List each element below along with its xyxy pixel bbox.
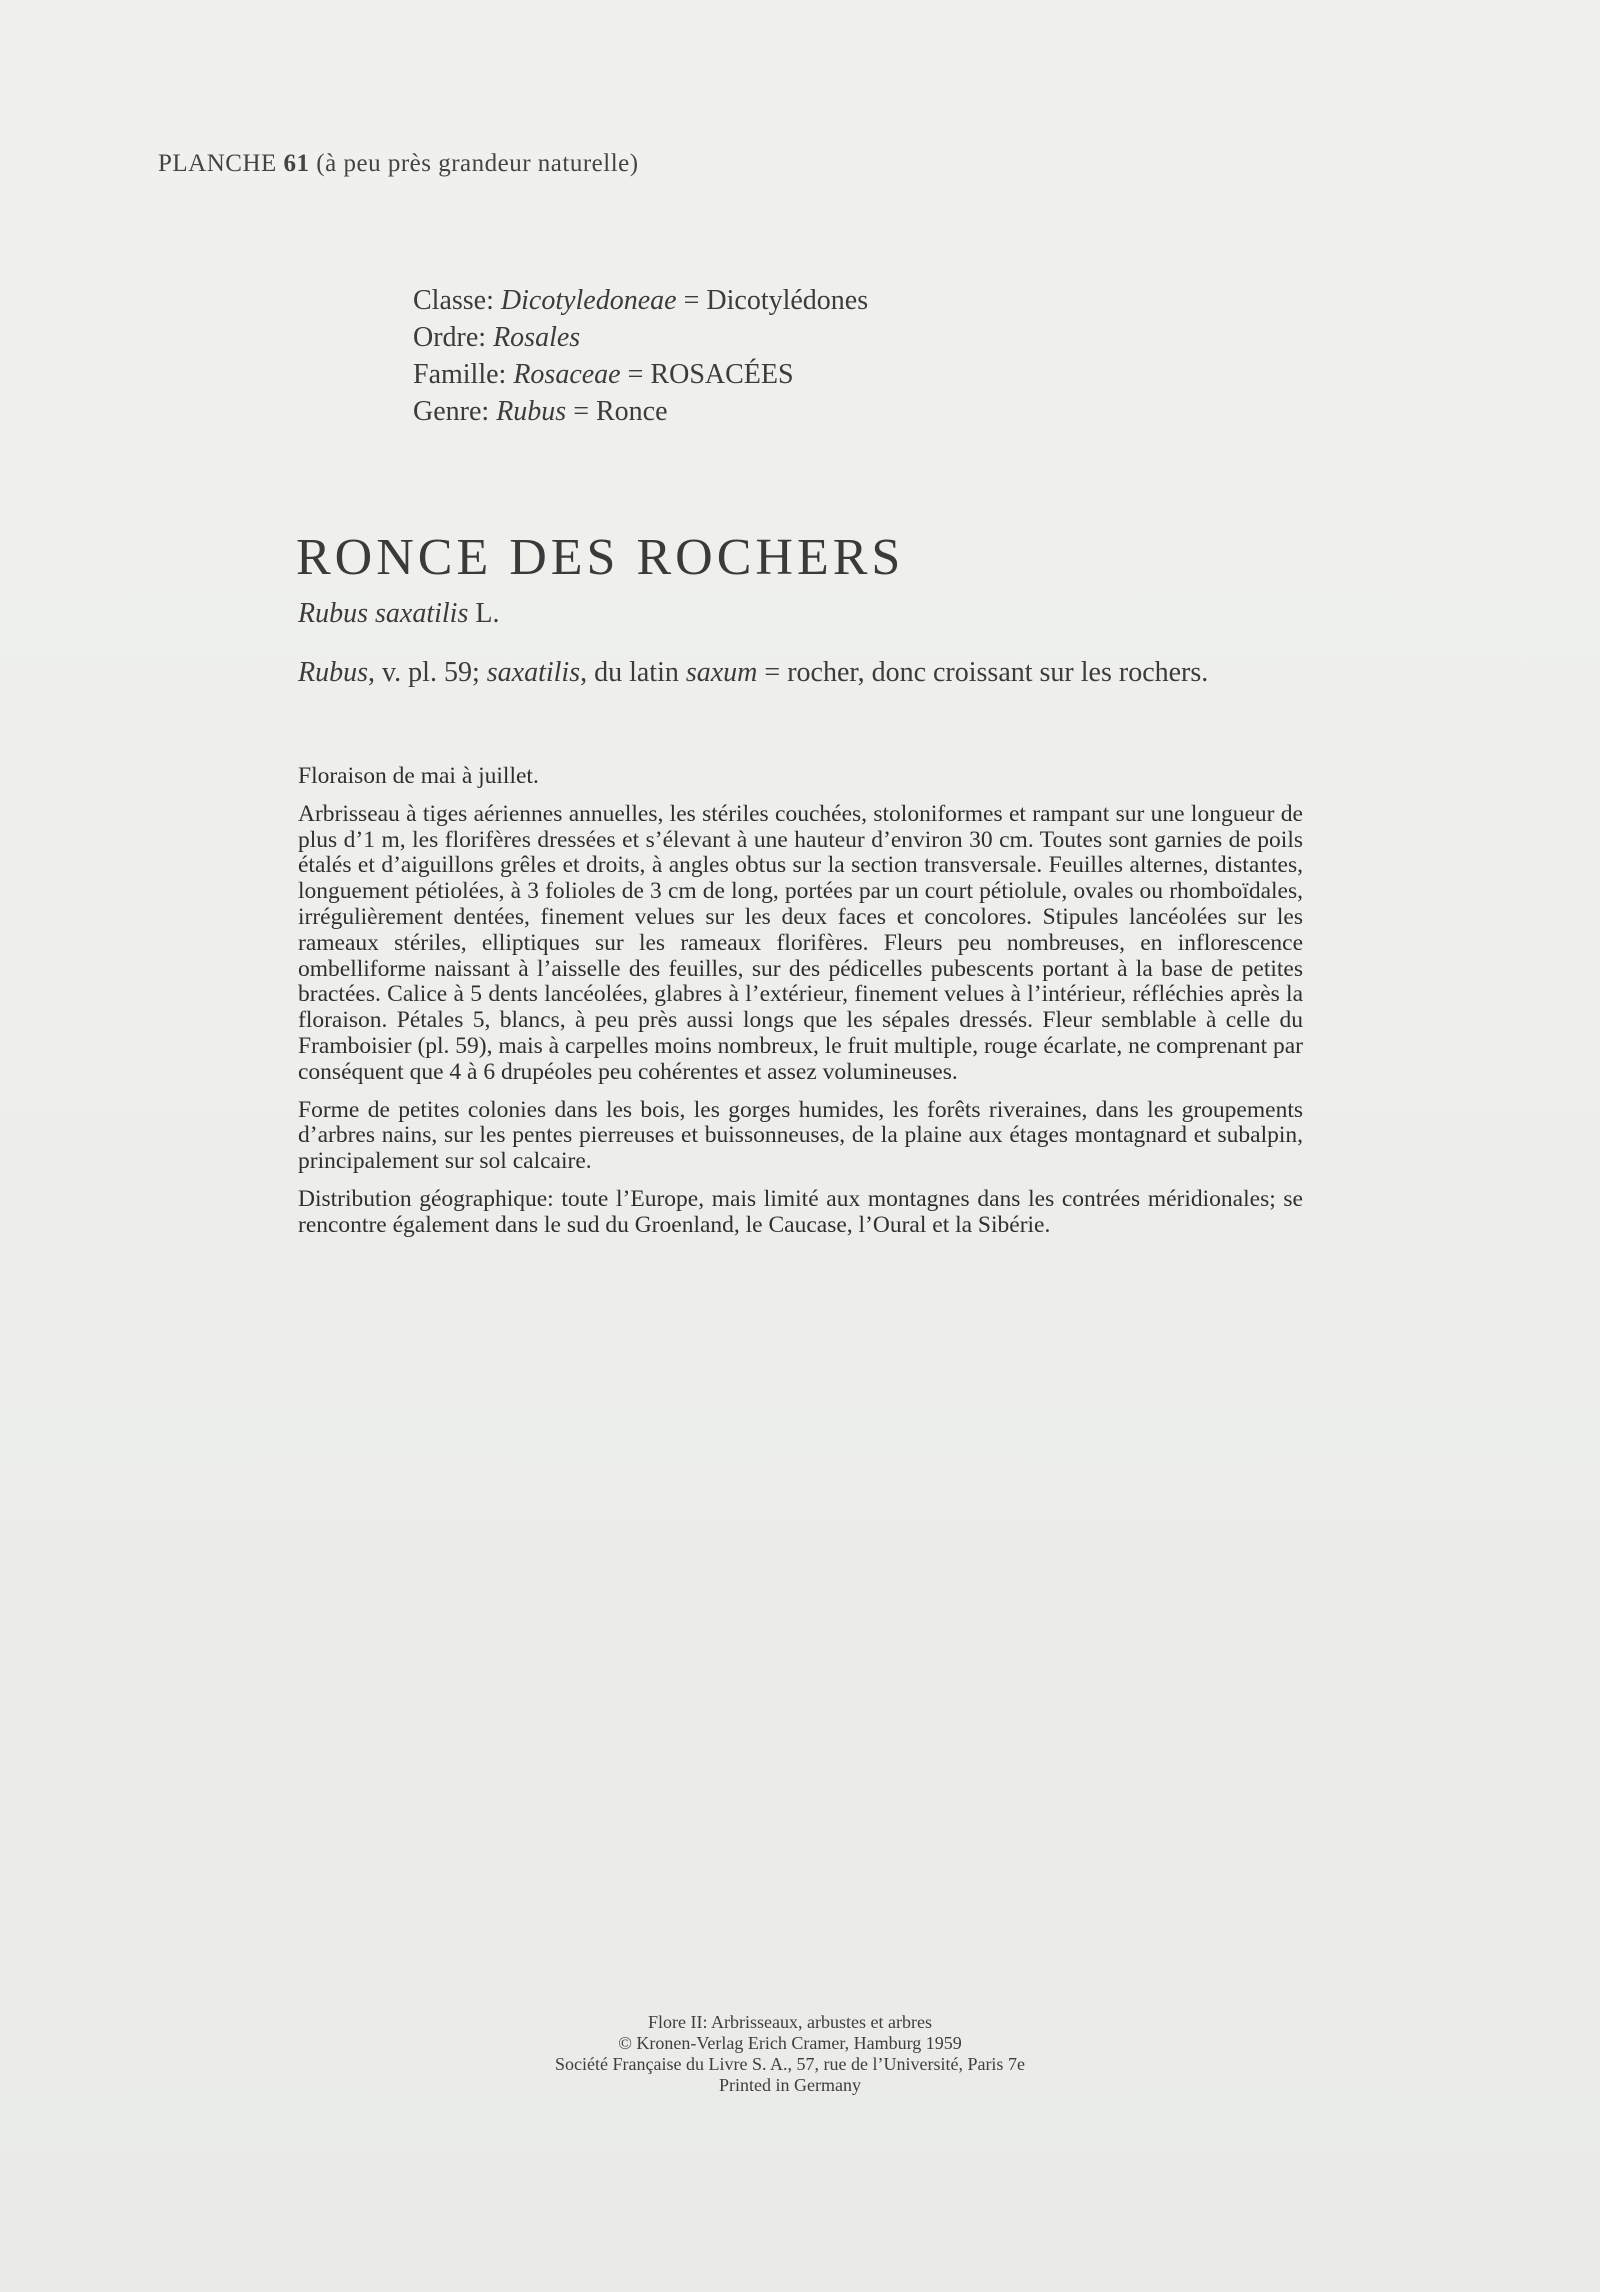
taxonomy-label: Famille:	[413, 359, 507, 390]
taxonomy-row-genus	[413, 393, 868, 430]
colophon-line: © Kronen-Verlag Erich Cramer, Hamburg 1959	[618, 2033, 962, 2053]
taxonomy-latin: Rosales	[493, 322, 581, 353]
etym-middle: , du latin	[580, 657, 686, 688]
etym-genus-ref: , v. pl. 59;	[368, 657, 487, 688]
etym-epithet: saxatilis	[486, 657, 581, 688]
colophon-line: Printed in Germany	[719, 2075, 861, 2095]
latin-binomial: Rubus saxatilis	[298, 598, 469, 629]
habitat-paragraph: Forme de petites colonies dans les bois, les gorges humides, les forêts riveraines, dans les groupements d’arbres nains, sur les pentes pierreuses et buissonneuses, de la plaine aux étages montagnard et subalpin, principalement sur sol calcaire.	[298, 1096, 1303, 1175]
taxonomy-separator: =	[627, 359, 644, 390]
colophon-line: Société Française du Livre S. A., 57, rue de l’Université, Paris 7e	[555, 2054, 1025, 2074]
latin-author: L.	[475, 598, 500, 629]
taxonomy-common: Ronce	[595, 396, 668, 427]
taxonomy-separator: =	[683, 285, 700, 316]
taxonomy-block	[413, 282, 868, 430]
taxonomy-latin: Rubus	[496, 396, 567, 427]
taxonomy-row-family	[413, 356, 868, 393]
distribution-paragraph: Distribution géographique: toute l’Europe, mais limité aux montagnes dans les contrées méridionales; se rencontre également dans le sud du Groenland, le Caucase, l’Oural et la Sibérie.	[298, 1185, 1303, 1238]
taxonomy-label: Genre:	[413, 396, 490, 427]
description-paragraph: Arbrisseau à tiges aériennes annuelles, les stériles couchées, stoloniformes et rampant sur une longueur de plus d’1 m, les florifères dressées et s’élevant à une hauteur d’environ 30 cm. Toutes sont garnies de poils étalés et d’aiguillons grêles et droits, à angles obtus sur la section transversale. Feuilles alternes, distantes, longuement pétiolées, à 3 folioles de 3 cm de long, portées par un court pétiolule, ovales ou rhomboïdales, irrégulièrement dentées, finement velues sur les deux faces et concolores. Stipules lancéolées sur les rameaux stériles, elliptiques sur les rameaux florifères. Fleurs peu nombreuses, en inflorescence ombelliforme naissant à l’aisselle des feuilles, sur des pédicelles pubescents portant à la base de petites bractées. Calice à 5 dents lancéolées, glabres à l’extérieur, finement velues à l’intérieur, réfléchies après la floraison. Pétales 5, blancs, à peu près aussi longs que les sépales dressés. Fleur semblable à celle du Framboisier (pl. 59), mais à carpelles moins nombreux, le fruit multiple, rouge écarlate, ne comprenant par conséquent que 4 à 6 drupéoles peu cohérentes et assez volumineuses.	[298, 800, 1303, 1085]
taxonomy-label: Classe:	[413, 285, 494, 316]
taxonomy-row-order	[413, 319, 868, 356]
taxonomy-latin: Dicotyledoneae	[500, 285, 677, 316]
taxonomy-separator: =	[573, 396, 589, 427]
taxonomy-latin: Rosaceae	[513, 359, 621, 390]
etym-meaning: = rocher, donc croissant sur les rochers.	[757, 657, 1209, 688]
taxonomy-common: ROSACÉES	[650, 359, 794, 390]
plate-header	[158, 150, 639, 178]
description-body	[298, 764, 1303, 1251]
etym-genus: Rubus	[298, 657, 368, 688]
etym-root: saxum	[685, 657, 758, 688]
taxonomy-row-class	[413, 282, 868, 319]
etymology-line	[298, 657, 1208, 689]
plate-note: (à peu près grandeur naturelle)	[316, 150, 639, 177]
species-title: RONCE DES ROCHERS	[296, 529, 905, 586]
flowering-paragraph: Floraison de mai à juillet.	[298, 763, 539, 789]
colophon-line: Flore II: Arbrisseaux, arbustes et arbres	[648, 2012, 932, 2032]
taxonomy-common: Dicotylédones	[706, 285, 869, 316]
plate-number: 61	[283, 150, 310, 177]
taxonomy-label: Ordre:	[413, 322, 487, 353]
colophon	[0, 2012, 1580, 2096]
plate-label: PLANCHE	[158, 150, 277, 177]
species-latin-name	[298, 598, 499, 630]
